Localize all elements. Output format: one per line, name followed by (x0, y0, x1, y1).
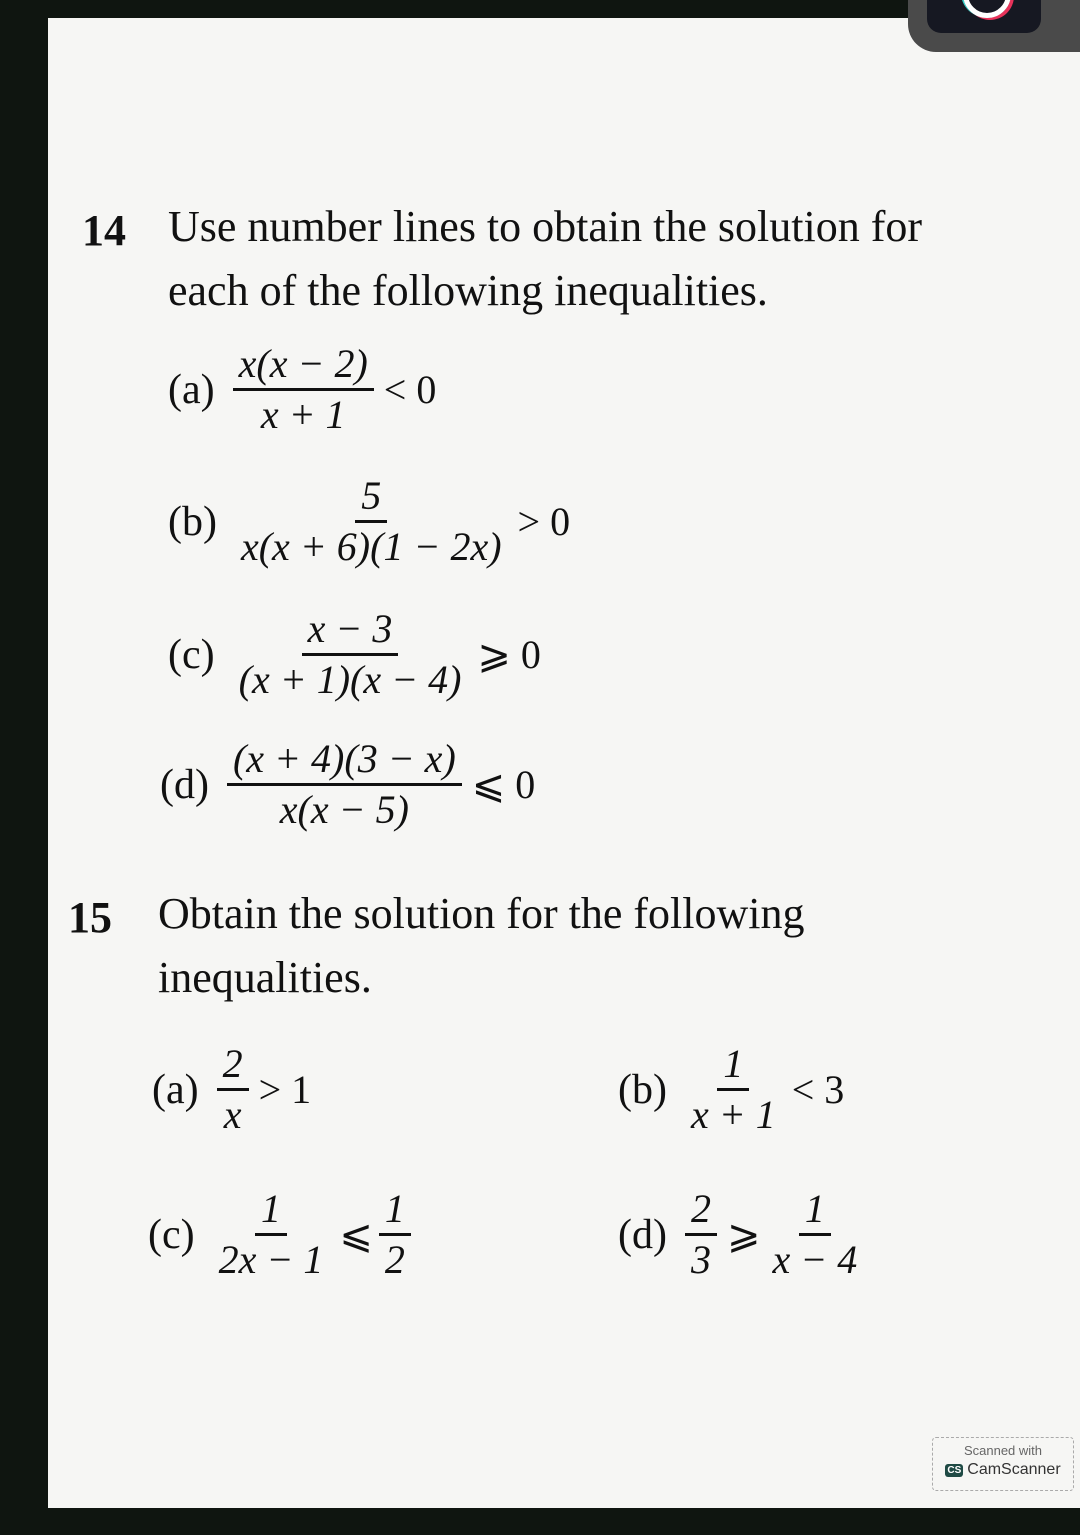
part-label: (a) (168, 366, 215, 413)
fraction (213, 1185, 330, 1284)
relation: ⩽ 0 (471, 762, 536, 807)
numerator: 1 (717, 1040, 749, 1091)
q15-part-b (618, 1040, 844, 1139)
question-14-text (168, 195, 922, 323)
camscanner-watermark (932, 1437, 1074, 1491)
fraction (685, 1040, 782, 1139)
numerator: 5 (355, 472, 387, 523)
part-label: (b) (618, 1066, 667, 1113)
numerator: x(x − 2) (233, 340, 374, 391)
denominator: x (223, 1092, 242, 1137)
camscanner-logo-icon: CS (947, 1464, 962, 1476)
part-label: (b) (168, 498, 217, 545)
question-15-line2: inequalities. (158, 953, 372, 1002)
denominator: 3 (690, 1237, 711, 1282)
fraction (217, 1040, 249, 1139)
denominator: x + 1 (690, 1092, 776, 1137)
question-14-line2: each of the following inequalities. (168, 266, 768, 315)
q14-part-a (168, 340, 436, 439)
question-15-text (158, 882, 804, 1010)
fraction (227, 735, 462, 834)
fraction (235, 472, 508, 571)
relation: < 3 (791, 1067, 845, 1112)
relation: ⩾ 0 (477, 632, 541, 677)
numerator: 1 (799, 1185, 831, 1236)
fraction (233, 340, 374, 439)
relation: ⩾ (726, 1212, 761, 1257)
q14-part-b (168, 472, 570, 571)
denominator: x(x − 5) (279, 787, 409, 832)
q15-part-d (618, 1185, 863, 1284)
relation: ⩽ (339, 1212, 373, 1257)
numerator: (x + 4)(3 − x) (227, 735, 462, 786)
relation: > 0 (517, 499, 571, 544)
denominator: x − 4 (772, 1237, 858, 1282)
watermark-caption: Scanned with (963, 1443, 1043, 1458)
denominator: 2 (384, 1237, 405, 1282)
numerator: 1 (255, 1185, 287, 1236)
question-15-line1: Obtain the solution for the following (158, 889, 805, 938)
part-label: (d) (618, 1211, 667, 1258)
denominator: (x + 1)(x − 4) (238, 657, 462, 702)
question-14-line1: Use number lines to obtain the solution for (168, 202, 922, 251)
part-label: (d) (160, 761, 209, 808)
question-14-number: 14 (82, 206, 126, 255)
q14-part-d (160, 735, 535, 834)
numerator: 2 (685, 1185, 717, 1236)
part-label: (c) (168, 631, 215, 678)
q15-part-c (148, 1185, 411, 1284)
q15-part-a (152, 1040, 311, 1139)
relation: > 1 (258, 1067, 312, 1112)
relation: < 0 (383, 367, 437, 412)
fraction (685, 1185, 717, 1284)
q14-part-c (168, 605, 541, 704)
fraction (233, 605, 468, 704)
app-icon[interactable] (927, 0, 1041, 33)
denominator: x(x + 6)(1 − 2x) (240, 524, 502, 569)
numerator: 1 (379, 1185, 411, 1236)
numerator: 2 (217, 1040, 249, 1091)
question-15-number: 15 (68, 893, 112, 942)
fraction-right (379, 1185, 411, 1284)
denominator: x + 1 (260, 392, 346, 437)
part-label: (c) (148, 1211, 195, 1258)
denominator: 2x − 1 (218, 1237, 324, 1282)
numerator: x − 3 (302, 605, 399, 656)
watermark-brand: CamScanner (967, 1461, 1061, 1478)
part-label: (a) (152, 1066, 199, 1113)
fraction-right (767, 1185, 864, 1284)
